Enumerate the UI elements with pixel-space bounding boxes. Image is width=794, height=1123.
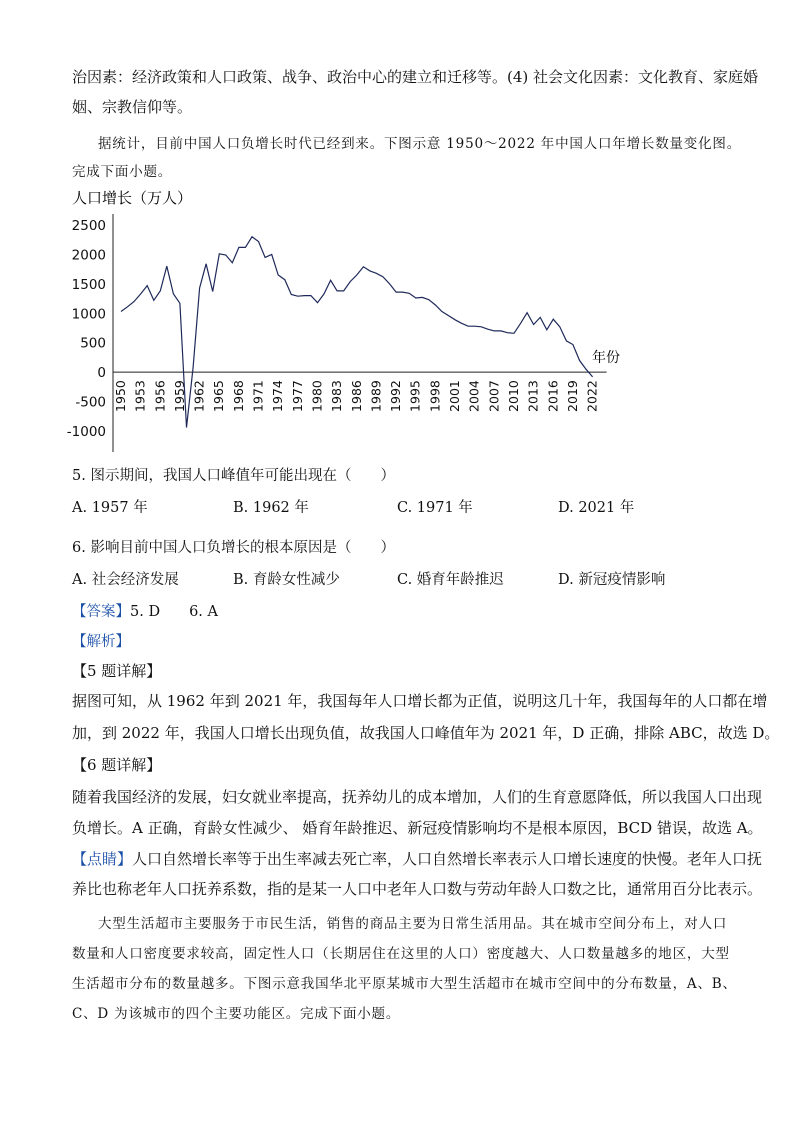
x-tick-label: 2004 <box>466 380 482 412</box>
q5-option-c: C. 1971 年 <box>397 500 473 516</box>
tip-label: 【点睛】 <box>72 850 133 868</box>
x-tick-label: 2010 <box>506 380 521 412</box>
x-tick-label: 1989 <box>368 380 384 412</box>
x-tick-label: 1953 <box>132 380 148 412</box>
answer-text: 5. D 6. A <box>130 604 218 620</box>
y-tick-label: -1000 <box>66 424 106 440</box>
x-tick-label: 1956 <box>152 380 168 412</box>
q6-detail-line: 随着我国经济的发展，妇女就业率提高，抚养幼儿的成本增加，人们的生育意愿降低，所以我国人口出现 <box>72 788 763 806</box>
x-tick-label: 1971 <box>250 380 266 412</box>
y-tick-label: 2000 <box>71 247 106 264</box>
x-tick-label: 1950 <box>113 380 128 412</box>
q5-option-a: A. 1957 年 <box>72 500 148 516</box>
question-6-stem: 6. 影响目前中国人口负增长的根本原因是（ ） <box>72 540 395 556</box>
q5-option-b: B. 1962 年 <box>233 500 309 516</box>
intro-line: 据统计，目前中国人口负增长时代已经到来。下图示意 1950～2022 年中国人口年增长数量变化图。 <box>98 136 741 152</box>
x-tick-label: 2019 <box>564 380 580 412</box>
x-tick-label: 1962 <box>191 380 207 412</box>
passage-line: 大型生活超市主要服务于市民生活，销售的商品主要为日常生活用品。其在城市空间分布上，对人口 <box>98 916 728 932</box>
y-tick-label: -500 <box>75 394 106 411</box>
passage-line: 生活超市分布的数量越多。下图示意我国华北平原某城市大型生活超市在城市空间中的分布数量，A、B、 <box>72 976 737 992</box>
q6-option-d: D. 新冠疫情影响 <box>558 572 666 588</box>
x-tick-label: 1995 <box>407 380 423 412</box>
x-tick-label: 2001 <box>447 380 463 412</box>
intro-line: 完成下面小题。 <box>72 164 173 180</box>
passage-line: C、D 为该城市的四个主要功能区。完成下面小题。 <box>72 1006 401 1022</box>
answer-line <box>72 600 732 621</box>
question-5-stem: 5. 图示期间，我国人口峰值年可能出现在（ ） <box>72 468 395 484</box>
q5-detail-heading: 【5 题详解】 <box>72 662 162 680</box>
passage-line: 数量和人口密度要求较高，固定性人口（长期居住在这里的人口）密度越大、人口数量越多的地区，大型 <box>72 946 730 962</box>
x-tick-label: 1977 <box>289 380 305 412</box>
y-tick-label: 1000 <box>71 306 106 323</box>
x-tick-label: 2013 <box>525 380 541 412</box>
y-tick-label: 1500 <box>71 276 106 293</box>
q5-detail-line: 据图可知，从 1962 年到 2021 年，我国每年人口增长都为正值，说明这几十年，我国每年的人口都在增 <box>72 692 768 710</box>
x-axis-title: 年份 <box>592 350 620 366</box>
y-tick-label: 0 <box>97 365 106 382</box>
analysis-label: 【解析】 <box>72 634 130 650</box>
paragraph-line: 治因素：经济政策和人口政策、战争、政治中心的建立和迁移等。(4) 社会文化因素：文化教育、家庭婚 <box>72 68 759 86</box>
q6-detail-line: 负增长。A 正确，育龄女性减少、 婚育年龄推迟、新冠疫情影响均不是根本原因，BCD 错误，故选 A。 <box>72 819 763 837</box>
answer-label: 【答案】 <box>72 604 130 620</box>
paragraph-line: 姻、宗教信仰等。 <box>72 98 193 116</box>
x-tick-label: 1965 <box>211 380 227 412</box>
x-tick-label: 1998 <box>427 380 443 412</box>
x-tick-label: 1986 <box>348 380 364 412</box>
q5-detail-line: 加，到 2022 年，我国人口增长出现负值，故我国人口峰值年为 2021 年，D 正确，排除 ABC，故选 D。 <box>72 724 780 742</box>
x-tick-label: 2007 <box>486 380 502 412</box>
q6-detail-heading: 【6 题详解】 <box>72 756 162 774</box>
x-tick-label: 1992 <box>388 380 404 412</box>
q6-option-a: A. 社会经济发展 <box>72 572 179 588</box>
x-tick-label: 2022 <box>584 380 600 412</box>
tip-line: 养比也称老年人口抚养系数，指的是某一人口中老年人口数与劳动年龄人口数之比，通常用百分比表示。 <box>72 880 763 898</box>
y-tick-label: 2500 <box>71 218 106 234</box>
tip-line <box>72 848 763 869</box>
x-tick-label: 1968 <box>230 380 246 412</box>
tip-text: 人口自然增长率等于出生率减去死亡率，人口自然增长率表示人口增长速度的快慢。老年人口抚 <box>132 850 763 868</box>
x-tick-label: 1959 <box>171 380 187 412</box>
q6-option-c: C. 婚育年龄推迟 <box>397 572 504 588</box>
q5-option-d: D. 2021 年 <box>558 500 635 516</box>
x-tick-label: 1974 <box>270 380 286 412</box>
x-tick-label: 2016 <box>545 380 561 412</box>
q6-option-b: B. 育龄女性减少 <box>233 572 340 588</box>
population-growth-chart <box>62 184 642 459</box>
x-tick-label: 1980 <box>309 380 325 412</box>
x-tick-label: 1983 <box>329 380 345 412</box>
y-tick-label: 500 <box>80 335 106 352</box>
y-axis-title: 人口增长（万人） <box>72 189 193 207</box>
